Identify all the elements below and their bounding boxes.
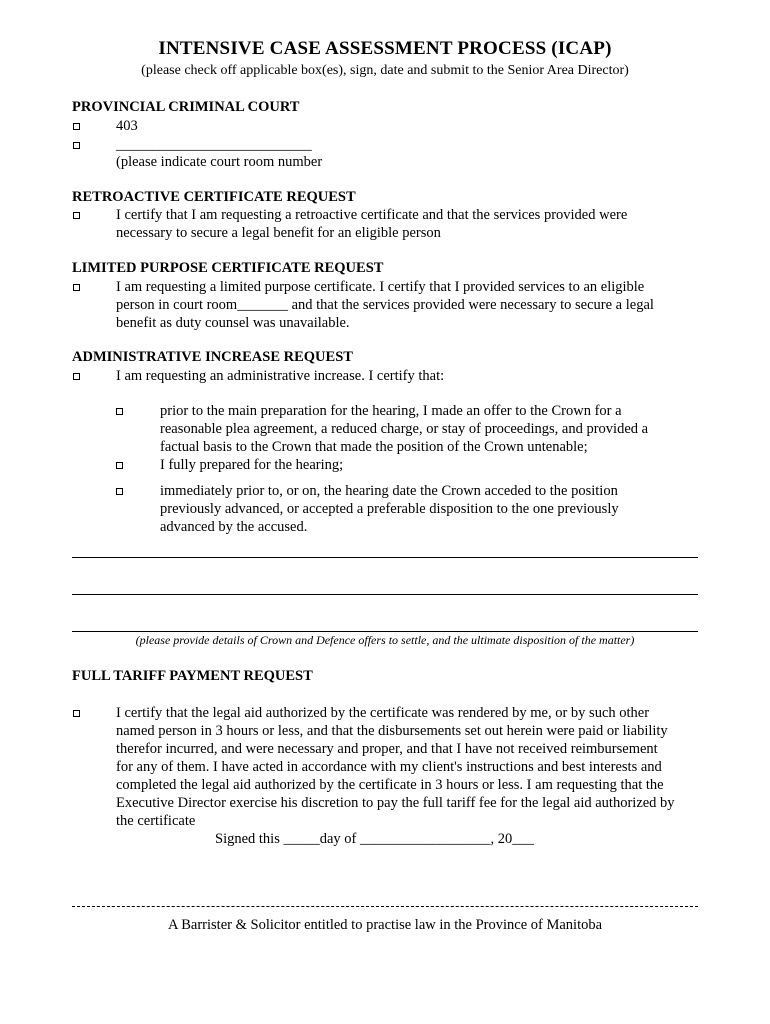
- provincial-court-heading: PROVINCIAL CRIMINAL COURT: [72, 99, 300, 115]
- crown-acceded-checkbox[interactable]: [116, 488, 123, 495]
- full-tariff-text-line: Executive Director exercise his discretion to pay the full tariff fee for the legal aid authorized by: [116, 795, 675, 811]
- fully-prepared-text: I fully prepared for the hearing;: [160, 457, 344, 473]
- signed-date-line[interactable]: Signed this _____day of __________________, 20___: [215, 831, 534, 847]
- administrative-heading: ADMINISTRATIVE INCREASE REQUEST: [72, 349, 353, 365]
- administrative-checkbox[interactable]: [73, 373, 80, 380]
- court-403-checkbox[interactable]: [73, 123, 80, 130]
- court-403-label: 403: [116, 118, 138, 134]
- full-tariff-text-line: completed the legal aid authorized by the certificate in 3 hours or less. I am requesting that the: [116, 777, 664, 793]
- court-other-checkbox[interactable]: [73, 142, 80, 149]
- court-room-hint: (please indicate court room number: [116, 154, 323, 170]
- full-tariff-text-line: I certify that the legal aid authorized by the certificate was rendered by me, or by such other: [116, 705, 650, 721]
- form-title: INTENSIVE CASE ASSESSMENT PROCESS (ICAP): [158, 38, 612, 59]
- retroactive-text-line: I certify that I am requesting a retroactive certificate and that the services provided were: [116, 207, 628, 223]
- limited-purpose-text-line: benefit as duty counsel was unavailable.: [116, 315, 350, 331]
- court-room-field[interactable]: ___________________________: [116, 137, 312, 153]
- full-tariff-checkbox[interactable]: [73, 710, 80, 717]
- retroactive-heading: RETROACTIVE CERTIFICATE REQUEST: [72, 189, 356, 205]
- full-tariff-text-line: therefor incurred, and were necessary and proper, and that I have not received reimbursement: [116, 741, 658, 757]
- details-line-3[interactable]: [72, 631, 698, 632]
- full-tariff-text-line: the certificate: [116, 813, 196, 829]
- signature-line[interactable]: [72, 906, 698, 907]
- limited-purpose-heading: LIMITED PURPOSE CERTIFICATE REQUEST: [72, 260, 384, 276]
- retroactive-checkbox[interactable]: [73, 212, 80, 219]
- plea-offer-text-line: reasonable plea agreement, a reduced charge, or stay of proceedings, and provided a: [160, 421, 649, 437]
- full-tariff-text-line: for any of them. I have acted in accordance with my client's instructions and best interests and: [116, 759, 662, 775]
- fully-prepared-checkbox[interactable]: [116, 462, 123, 469]
- plea-offer-text-line: prior to the main preparation for the hearing, I made an offer to the Crown for a: [160, 403, 622, 419]
- details-line-2[interactable]: [72, 594, 698, 595]
- crown-acceded-text-line: immediately prior to, or on, the hearing date the Crown acceded to the position: [160, 483, 618, 499]
- limited-purpose-checkbox[interactable]: [73, 284, 80, 291]
- limited-purpose-text-line: person in court room_______ and that the services provided were necessary to secure a legal: [116, 297, 654, 313]
- signature-caption: A Barrister & Solicitor entitled to practise law in the Province of Manitoba: [167, 917, 603, 933]
- administrative-intro: I am requesting an administrative increase. I certify that:: [116, 368, 445, 384]
- plea-offer-checkbox[interactable]: [116, 408, 123, 415]
- crown-acceded-text-line: advanced by the accused.: [160, 519, 308, 535]
- form-instructions: (please check off applicable box(es), sign, date and submit to the Senior Area Director): [141, 63, 629, 78]
- crown-acceded-text-line: previously advanced, or accepted a preferable disposition to the one previously: [160, 501, 619, 517]
- full-tariff-heading: FULL TARIFF PAYMENT REQUEST: [72, 668, 313, 684]
- details-note: (please provide details of Crown and Defence offers to settle, and the ultimate disposition of the matter): [135, 633, 635, 647]
- limited-purpose-text-line: I am requesting a limited purpose certificate. I certify that I provided services to an eligible: [116, 279, 645, 295]
- retroactive-text-line: necessary to secure a legal benefit for an eligible person: [116, 225, 441, 241]
- full-tariff-text-line: named person in 3 hours or less, and that the disbursements set out herein were paid or liability: [116, 723, 668, 739]
- details-line-1[interactable]: [72, 557, 698, 558]
- plea-offer-text-line: factual basis to the Crown that made the position of the Crown untenable;: [160, 439, 588, 455]
